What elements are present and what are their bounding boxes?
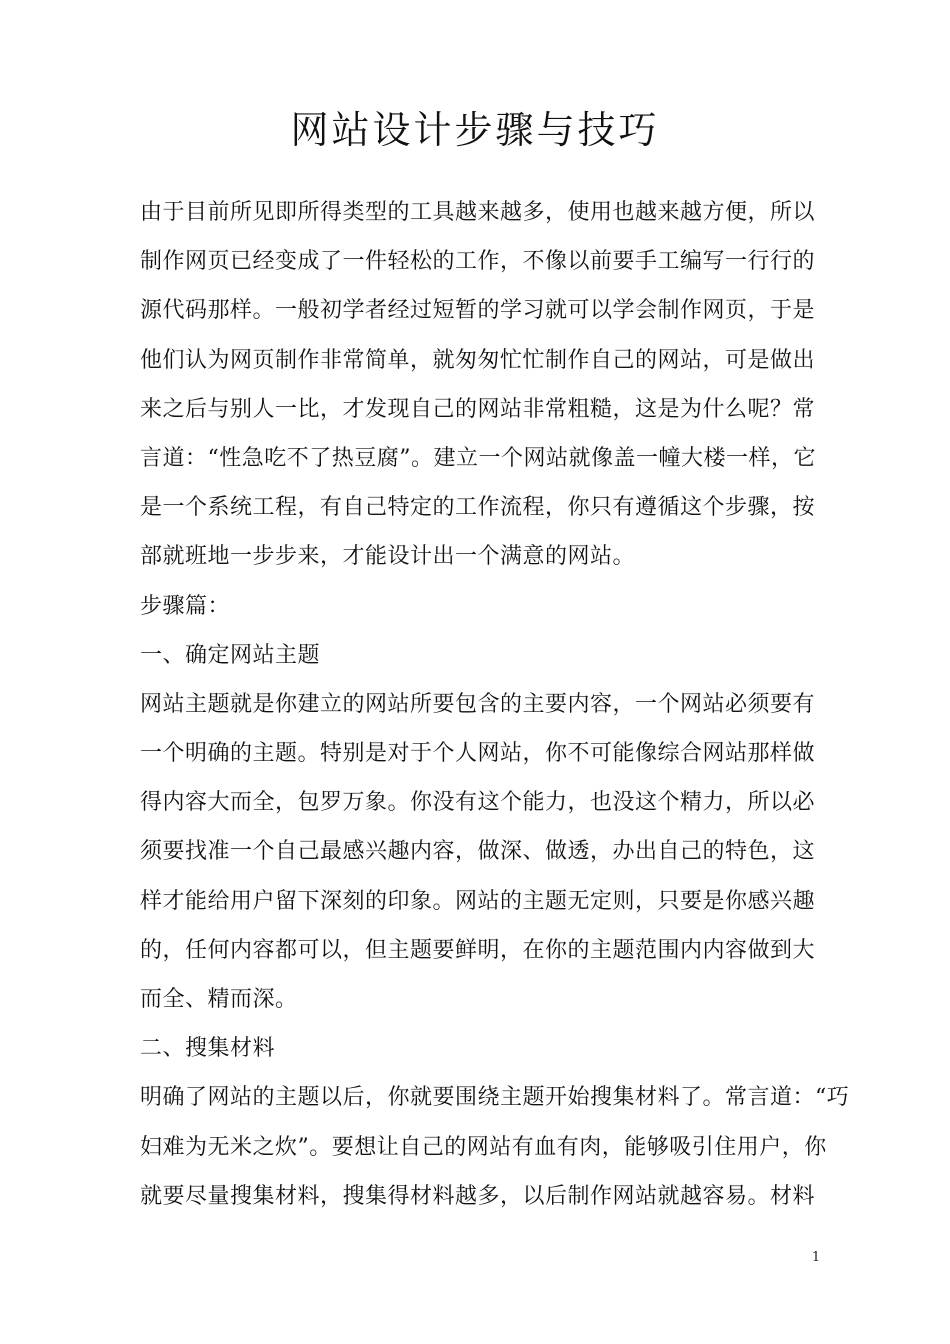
text-line: 他们认为网页制作非常简单，就匆匆忙忙制作自己的网站，可是做出 <box>140 347 816 373</box>
text-line: 言道：“性急吃不了热豆腐”。建立一个网站就像盖一幢大楼一样，它 <box>140 445 816 471</box>
section-label: 步骤篇： <box>140 593 231 619</box>
text-line: 须要找准一个自己最感兴趣内容，做深、做透，办出自己的特色，这 <box>140 839 816 865</box>
text-line: 就要尽量搜集材料，搜集得材料越多，以后制作网站就越容易。材料 <box>140 1183 816 1209</box>
text-line: 而全、精而深。 <box>140 987 298 1012</box>
text-line: 是一个系统工程，有自己特定的工作流程，你只有遵循这个步骤，按 <box>140 495 816 521</box>
section-heading: 二、搜集材料 <box>140 1036 276 1062</box>
section-heading: 一、确定网站主题 <box>140 642 321 668</box>
text-line: 明确了网站的主题以后，你就要围绕主题开始搜集材料了。常言道：“巧 <box>140 1085 850 1111</box>
page-number: 1 <box>811 1250 821 1265</box>
text-line: 部就班地一步步来，才能设计出一个满意的网站。 <box>140 544 636 570</box>
text-line: 一个明确的主题。特别是对于个人网站，你不可能像综合网站那样做 <box>140 741 816 767</box>
text-line: 来之后与别人一比，才发现自己的网站非常粗糙，这是为什么呢？常 <box>140 396 816 422</box>
text-line: 得内容大而全，包罗万象。你没有这个能力，也没这个精力，所以必 <box>140 790 816 816</box>
text-line: 妇难为无米之炊”。要想让自己的网站有血有肉，能够吸引住用户，你 <box>140 1134 827 1160</box>
body-text <box>140 188 850 1221</box>
text-line: 源代码那样。一般初学者经过短暂的学习就可以学会制作网页，于是 <box>140 298 816 324</box>
text-line: 样才能给用户留下深刻的印象。网站的主题无定则，只要是你感兴趣 <box>140 888 816 914</box>
text-line: 制作网页已经变成了一件轻松的工作，不像以前要手工编写一行行的 <box>140 249 816 275</box>
document-title: 网站设计步骤与技巧 <box>290 108 660 152</box>
text-line: 由于目前所见即所得类型的工具越来越多，使用也越来越方便，所以 <box>140 200 816 225</box>
text-line: 网站主题就是你建立的网站所要包含的主要内容，一个网站必须要有 <box>140 691 816 717</box>
text-line: 的，任何内容都可以，但主题要鲜明，在你的主题范围内内容做到大 <box>140 937 816 963</box>
